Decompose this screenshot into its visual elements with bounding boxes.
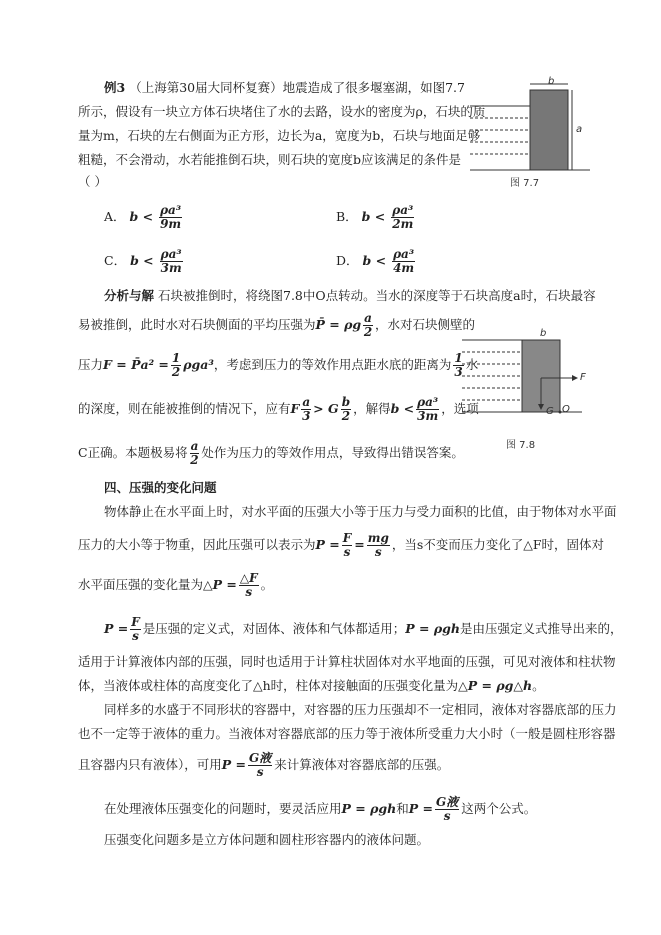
answer-blank: （ ） [78, 174, 107, 189]
option-d [336, 248, 417, 275]
section-p1-line3: 水平面压强的变化量为△P = $\frac{\triangle F}{s}$ 。 [78, 571, 274, 599]
section-p1-line1: 物体静止在水平面上时，对水平面的压强大小等于压力与受力面积的比值，由于物体对水平面 [104, 504, 617, 519]
option-c-lhs: b < [130, 253, 154, 268]
fig77-caption: 图 7.7 [510, 178, 540, 189]
fig78-label-G: G [546, 406, 554, 417]
example-label: 例3 [104, 80, 126, 95]
section-p3-line3: 且容器内只有液体），可用P = $\frac{\text{G液}}{s}$ 来计算液体对容器底部的压强。 [78, 751, 450, 779]
section-p3-line1: 同样多的水盛于不同形状的容器中，对容器的压力压强却不一定相同，液体对容器底部的压力 [104, 702, 617, 717]
example-line-1 [104, 80, 465, 96]
option-d-lhs: b < [362, 253, 387, 268]
example-line-3: 量为m，石块的左右侧面为正方形，边长为a，宽度为b，石块与地面足够 [78, 128, 481, 143]
fig78-caption: 图 7.8 [506, 440, 536, 451]
section-p3-line2: 也不一定等于液体的重力。当液体对容器底部的压力等于液体所受重力大小时（一般是圆柱形容器 [78, 726, 616, 741]
example-line-2: 所示，假设有一块立方体石块堵住了水的去路，设水的密度为ρ，石块的质 [78, 104, 486, 119]
analysis-line-1: 分析与解 石块被推倒时，将绕图7.8中O点转动。当水的深度等于石块高度a时，石块最容 [104, 288, 596, 303]
section-p1-line2: 压力的大小等于物重，因此压强可以表示为P = $\frac{F}{s}$ = $\frac{mg}{s}$ ，当s不变而压力变化了△F时，固体对 [78, 531, 605, 559]
option-b-label: B． [336, 209, 358, 224]
fig77-label-b: b [548, 76, 555, 87]
example-text-1: （上海第30届大同杯复赛）地震造成了很多堰塞湖，如图7.7 [129, 80, 465, 95]
section-p2-line3: 体，当液体或柱体的高度变化了△h时，柱体对接触面的压强变化量为△P = ρg△h。 [78, 678, 545, 693]
option-a-label: A． [104, 209, 126, 224]
example-line-4: 粗糙，不会滑动，水若能推倒石块，则石块的宽度b应该满足的条件是 [78, 152, 462, 167]
option-a-fraction: $\frac{\text{ρa³}}{9m}$ [160, 203, 182, 231]
section-p2-line1: P = $\frac{F}{s}$ 是压强的定义式，对固体、液体和气体都适用；P = ρgh是由压强定义式推导出来的， [104, 615, 623, 643]
option-b-fraction: $\frac{\text{ρa³}}{2m}$ [392, 203, 414, 231]
fig77-label-a: a [576, 124, 583, 135]
option-a-lhs: b < [129, 209, 154, 224]
analysis-line-3: 压力F = P̄a² = $\frac{1}{2}$ ρga³，考虑到压力的等效作用点距水底的距离为 $\frac{1}{3}$ 水 [78, 351, 479, 379]
option-c [104, 248, 185, 275]
section-p5: 压强变化问题多是立方体问题和圆柱形容器内的液体问题。 [104, 832, 430, 847]
option-d-fraction: $\frac{\text{ρa³}}{4m}$ [393, 247, 415, 275]
section-title: 四、压强的变化问题 [104, 480, 217, 495]
analysis-line-2: 易被推倒，此时水对石块侧面的平均压强为P̄ = ρg $\frac{a}{2}$ ，水对石块侧壁的 [78, 311, 475, 339]
analysis-line-4: 的深度，则在能被推倒的情况下，应有F $\frac{a}{3}$ > G $\frac{b}{2}$ ，解得b < $\frac{\text{ρa³}}{3m}$ ，选项 [78, 395, 479, 423]
fig78-label-O: O [562, 404, 570, 415]
figure-7-7 [470, 78, 590, 188]
option-b-lhs: b < [361, 209, 386, 224]
section-p2-line2: 适用于计算液体内部的压强，同时也适用于计算柱状固体对水平地面的压强，可见对液体和柱状物 [78, 654, 616, 669]
figure-7-8 [462, 330, 592, 430]
option-c-label: C． [104, 253, 127, 268]
option-a [104, 204, 184, 231]
section-p4: 在处理液体压强变化的问题时，要灵活应用P = ρgh和P = $\frac{\text{G液}}{s}$ 这两个公式。 [104, 795, 537, 823]
option-b [336, 204, 416, 231]
option-c-fraction: $\frac{\text{ρa³}}{3m}$ [160, 247, 182, 275]
fig78-label-b: b [540, 328, 547, 339]
analysis-heading: 分析与解 [104, 288, 155, 303]
fig78-label-F: F [580, 372, 586, 383]
analysis-line-5: C正确。本题极易将 $\frac{a}{2}$ 处作为压力的等效作用点，导致得出错误答案。 [78, 439, 464, 467]
option-d-label: D． [336, 253, 359, 268]
